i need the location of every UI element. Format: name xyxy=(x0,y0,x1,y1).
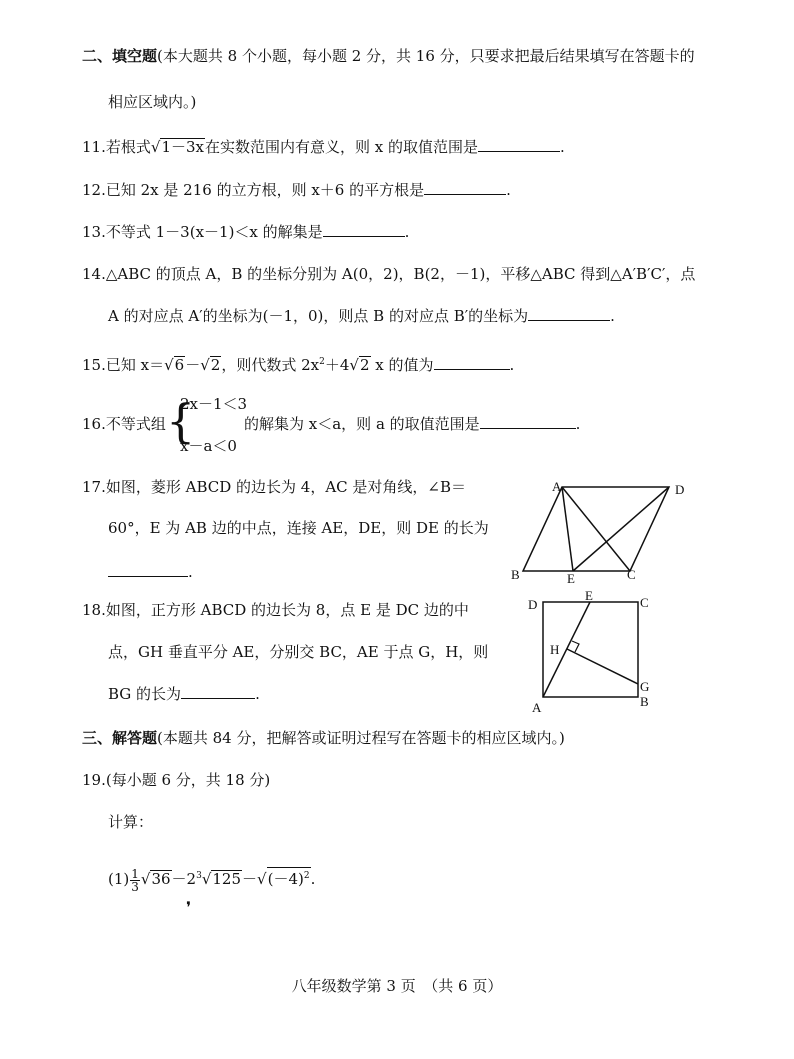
question-16 xyxy=(82,414,166,434)
answer-blank xyxy=(108,562,188,577)
label-e: E xyxy=(585,588,593,603)
sqrt-sign: √ xyxy=(257,870,267,888)
question-text: 若根式 xyxy=(105,138,151,156)
question-text: ，则代数式 2x xyxy=(221,356,320,374)
period: . xyxy=(404,223,410,241)
question-16-cont xyxy=(244,414,580,434)
label-h: H xyxy=(550,642,560,657)
question-text: BG 的长为 xyxy=(108,685,182,703)
sqrt-sign: √ xyxy=(201,870,212,888)
question-text: 不等式 1－3(x－1)＜x 的解集是 xyxy=(105,223,323,241)
radicand: 2 xyxy=(210,356,221,374)
question-text: A 的对应点 A′的坐标为(－1，0)，则点 B 的对应点 B′的坐标为 xyxy=(108,307,529,325)
exponent: 2 xyxy=(303,871,310,881)
label-d: D xyxy=(675,482,685,497)
section2-header xyxy=(82,46,695,66)
sqrt-sign: √ xyxy=(200,356,210,374)
question-text: 的解集为 x＜a，则 a 的取值范围是 xyxy=(244,415,480,433)
system-line-2: x－a＜0 xyxy=(180,437,237,455)
question-text: ＋4 xyxy=(324,356,350,374)
question-text: 已知 2x 是 216 的立方根，则 x＋6 的平方根是 xyxy=(105,181,425,199)
question-number: 14. xyxy=(82,265,106,283)
answer-blank xyxy=(478,137,560,152)
expression-text: － xyxy=(242,870,258,888)
section3-heading: 三、解答题 xyxy=(82,729,158,747)
section3-note: (本题共 84 分，把解答或证明过程写在答题卡的相应区域内。) xyxy=(157,729,565,747)
system-line-1: 2x－1＜3 xyxy=(180,395,248,413)
label-a: A xyxy=(552,479,562,494)
fraction-numerator: 1 xyxy=(131,866,139,881)
section2-note: (本大题共 8 个小题，每小题 2 分，共 16 分，只要求把最后结果填写在答题卡的 xyxy=(157,47,695,65)
answer-blank xyxy=(424,180,506,195)
question-19 xyxy=(82,770,270,790)
radicand: 6 xyxy=(174,356,185,374)
question-17-cont: 60°，E 为 AB 边的中点，连接 AE，DE，则 DE 的长为 xyxy=(108,519,489,537)
sqrt-sign: √ xyxy=(140,870,151,888)
question-number: 17. xyxy=(82,478,106,496)
segment-gh xyxy=(567,649,638,684)
period: . xyxy=(255,685,260,703)
page-footer: 八年级数学第 3 页 （共 6 页） xyxy=(291,977,503,995)
question-11 xyxy=(82,137,565,157)
radicand: 2 xyxy=(359,356,370,374)
exponent: 2 xyxy=(319,357,325,367)
part-label: (1) xyxy=(108,870,130,888)
answer-blank xyxy=(434,355,510,370)
rhombus-figure xyxy=(505,475,705,585)
question-18 xyxy=(82,600,469,620)
question-17 xyxy=(82,477,466,497)
radicand-group xyxy=(267,867,311,887)
sqrt-sign: √ xyxy=(150,138,161,156)
question-text: x 的值为 xyxy=(370,356,434,374)
expression-text: －2 xyxy=(171,870,197,888)
question-18-cont: 点，GH 垂直平分 AE，分别交 BC，AE 于点 G，H，则 xyxy=(108,643,489,661)
period: . xyxy=(559,138,565,156)
answer-blank xyxy=(181,684,255,699)
question-text: △ABC 的顶点 A，B 的坐标分别为 A(0，2)，B(2，－1)，平移△ABC 得到△A′B′C′，点 xyxy=(105,265,696,283)
question-number: 11. xyxy=(82,138,106,156)
label-b: B xyxy=(640,694,649,709)
root-index: 3 xyxy=(196,871,202,881)
label-b: B xyxy=(511,567,520,582)
section3-header xyxy=(82,728,565,748)
question-19-instruction: 计算： xyxy=(108,813,154,831)
fraction-denominator: 3 xyxy=(131,879,139,894)
system-brace: { xyxy=(166,394,196,448)
answer-blank xyxy=(528,306,610,321)
square-figure xyxy=(520,585,670,715)
period: . xyxy=(506,181,511,199)
question-text: 不等式组 xyxy=(105,415,166,433)
sqrt-sign: √ xyxy=(349,356,359,374)
segment-de xyxy=(573,487,669,571)
question-text: 已知 x＝ xyxy=(105,356,165,374)
radicand: (－4) xyxy=(267,870,304,888)
section2-heading: 二、填空题 xyxy=(82,47,158,65)
label-a: A xyxy=(532,700,542,715)
question-text: 如图，菱形 ABCD 的边长为 4，AC 是对角线，∠B＝ xyxy=(105,478,467,496)
answer-blank xyxy=(323,222,405,237)
question-15 xyxy=(82,352,514,375)
question-17-answer xyxy=(108,562,193,582)
label-g: G xyxy=(640,679,650,694)
fraction xyxy=(130,868,140,893)
question-number: 18. xyxy=(82,601,106,619)
question-12 xyxy=(82,180,511,200)
question-text: － xyxy=(185,356,201,374)
right-angle-mark xyxy=(572,641,579,652)
question-number: 19. xyxy=(82,771,106,789)
radicand: 1－3x xyxy=(161,138,204,156)
question-text: 如图，正方形 ABCD 的边长为 8，点 E 是 DC 边的中 xyxy=(105,601,469,619)
period: . xyxy=(575,415,581,433)
question-18-cont2 xyxy=(108,684,260,704)
question-number: 15. xyxy=(82,356,106,374)
question-number: 16. xyxy=(82,415,106,433)
section2-note-cont: 相应区域内。) xyxy=(108,93,197,111)
stray-mark: ❜ xyxy=(186,898,192,917)
label-c: C xyxy=(640,595,649,610)
question-14 xyxy=(82,264,695,284)
question-number: 12. xyxy=(82,181,106,199)
answer-blank xyxy=(480,414,576,429)
label-d: D xyxy=(528,597,538,612)
period: . xyxy=(610,307,615,325)
radicand: 36 xyxy=(151,870,171,888)
radicand: 125 xyxy=(212,870,242,888)
period: . xyxy=(310,870,316,888)
question-14-cont xyxy=(108,306,615,326)
sqrt-sign: √ xyxy=(164,356,174,374)
label-e: E xyxy=(567,571,575,585)
question-19-part-1 xyxy=(108,862,315,893)
label-c: C xyxy=(627,567,636,582)
question-13 xyxy=(82,222,409,242)
question-text: 在实数范围内有意义，则 x 的取值范围是 xyxy=(204,138,478,156)
question-number: 13. xyxy=(82,223,106,241)
period: . xyxy=(188,563,193,581)
diagonal-ac xyxy=(562,487,630,571)
question-note: (每小题 6 分，共 18 分) xyxy=(105,771,271,789)
period: . xyxy=(509,356,515,374)
